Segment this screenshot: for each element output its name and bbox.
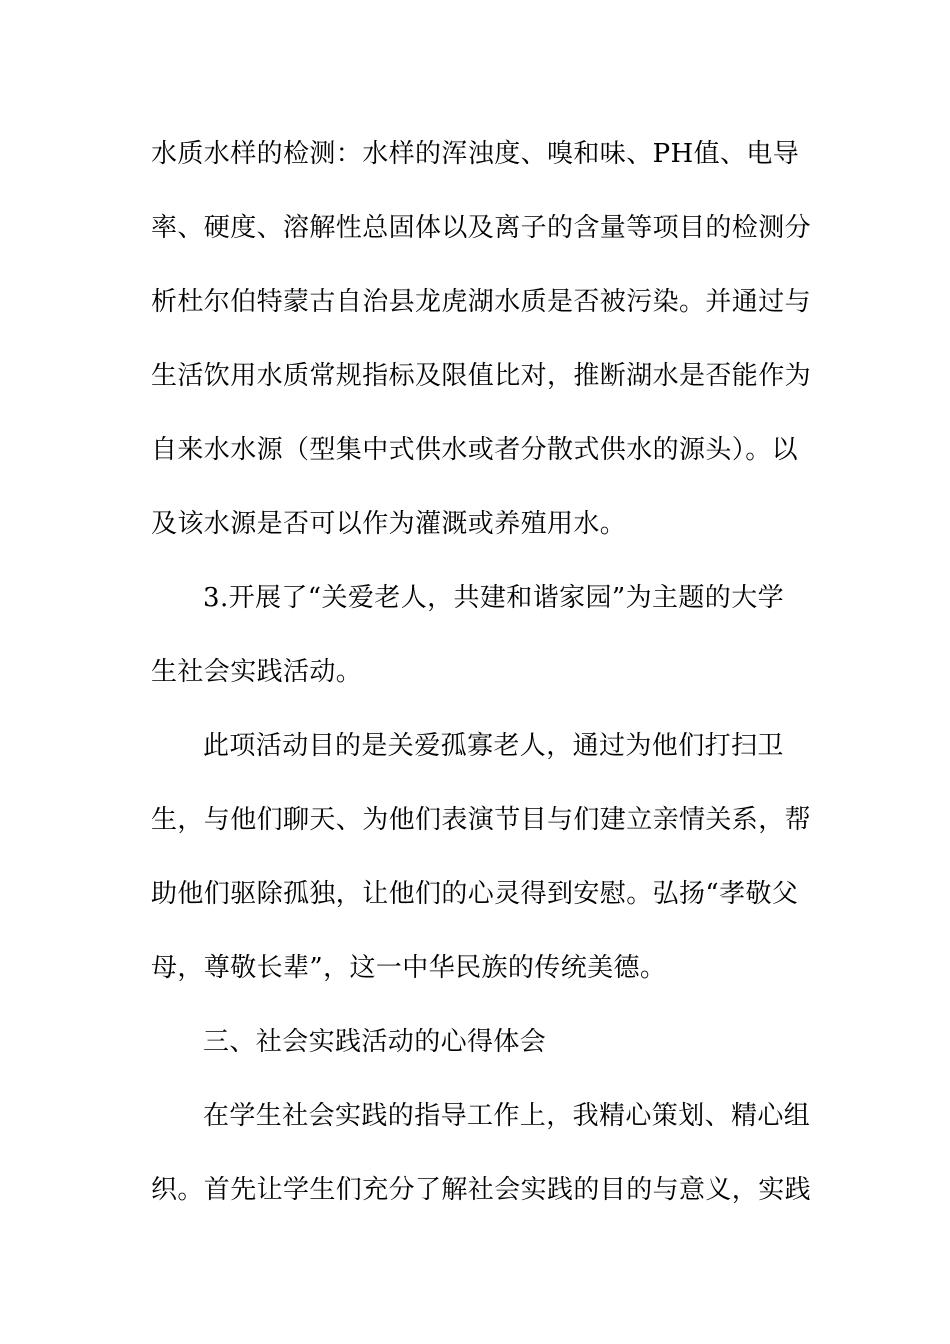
section-heading-3: 3.开展了“关爱老人，共建和谐家园”为主题的大学 [203,583,784,613]
text-line: 生，与他们聊天、为他们表演节目与们建立亲情关系，帮 [151,805,812,835]
text-line: 母，尊敬长辈”，这一中华民族的传统美德。 [151,953,667,983]
text-line: 生社会实践活动。 [151,657,363,687]
text-line: 生活饮用水质常规指标及限值比对，推断湖水是否能作为 [151,361,812,391]
paragraph-start: 此项活动目的是关爱孤寡老人，通过为他们打扫卫 [203,731,784,761]
paragraph-start: 在学生社会实践的指导工作上，我精心策划、精心组 [203,1101,811,1131]
text-line: 水质水样的检测：水样的浑浊度、嗅和味、PH值、电导 [151,139,800,169]
text-line: 助他们驱除孤独，让他们的心灵得到安慰。弘扬“孝敬父 [151,879,799,909]
text-line: 织。首先让学生们充分了解社会实践的目的与意义，实践 [151,1175,812,1205]
text-line: 率、硬度、溶解性总固体以及离子的含量等项目的检测分 [151,213,812,243]
text-line: 自来水水源（型集中式供水或者分散式供水的源头）。以 [151,435,799,465]
section-heading: 三、社会实践活动的心得体会 [203,1027,547,1057]
text-line: 析杜尔伯特蒙古自治县龙虎湖水质是否被污染。并通过与 [151,287,812,317]
text-line: 及该水源是否可以作为灌溉或养殖用水。 [151,509,627,539]
